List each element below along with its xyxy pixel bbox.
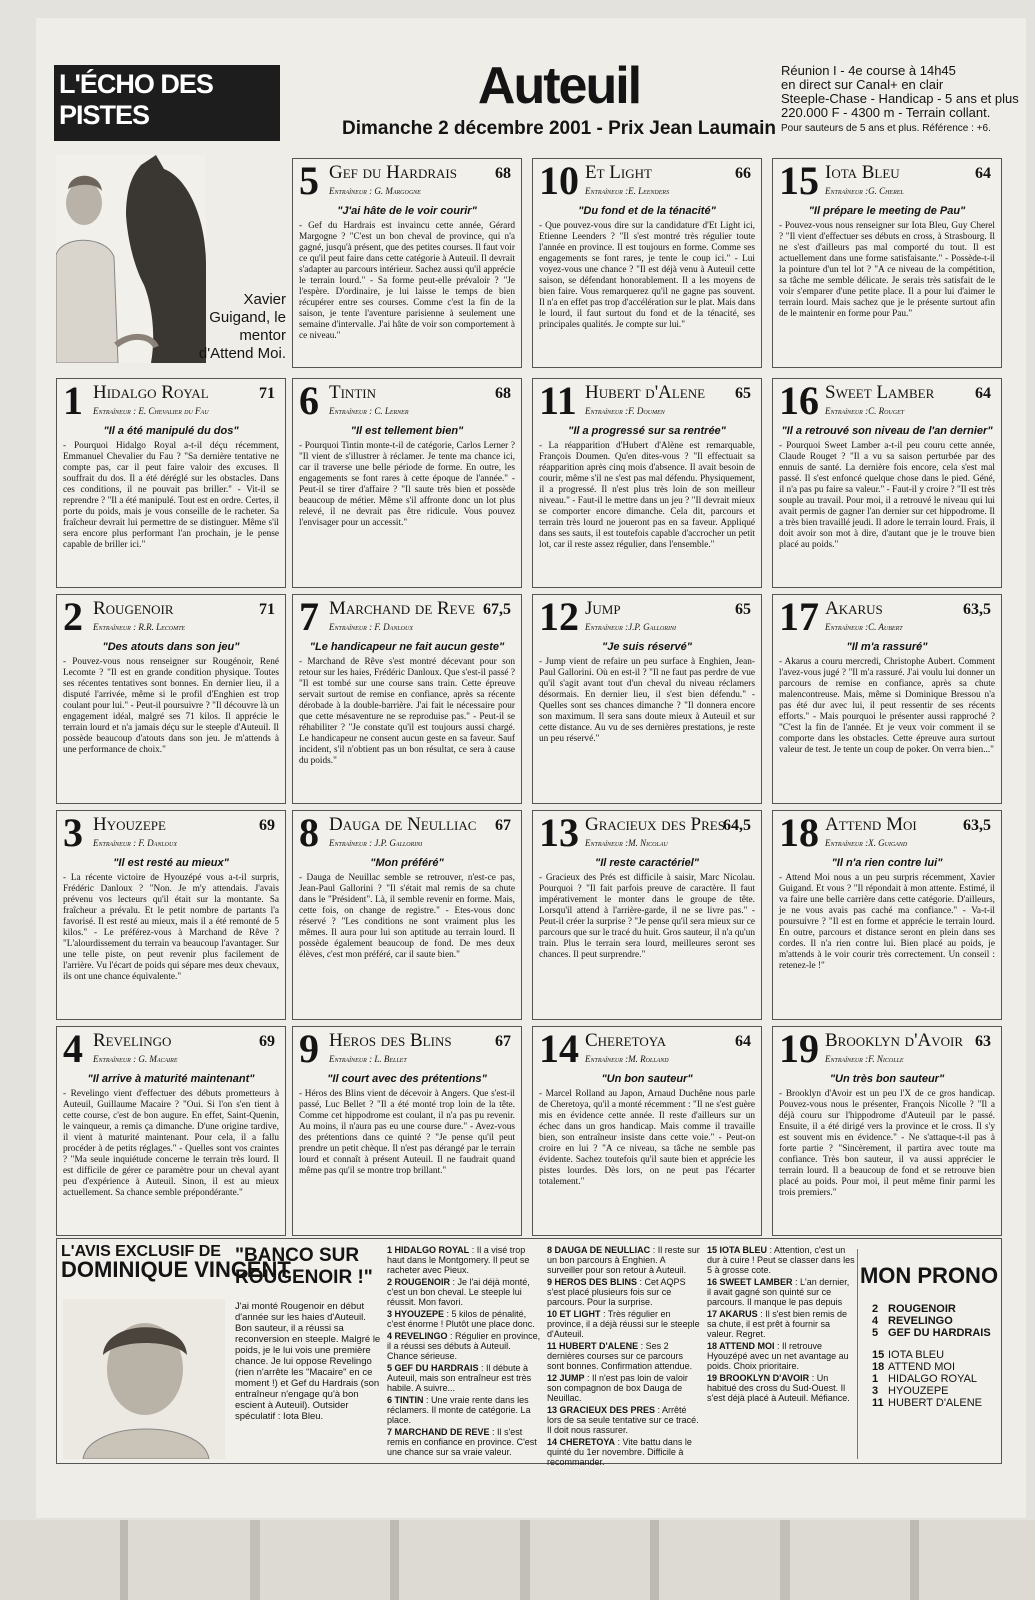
horse-name: Brooklyn d'Avoir bbox=[825, 1030, 963, 1051]
horse-number: 10 bbox=[539, 158, 579, 203]
horse-number: 11 bbox=[539, 378, 577, 423]
horse-interview: - Pouvez-vous nous renseigner sur Iota Bleu, Guy Cherel ? "Il vient d'effectuer ses débuts en cross, à Strasbourg. Il ne s'est d'ailleurs pas mal comporté du tout. Il est actuellement dans une forme satisfaisante." - Possède-t-il la pointure d'un tel lot ? "A ce niveau de la compétition, sa tâche me semble délicate. Je serais très satisfait de le voir s'emparer d'une petite place. Il a pour lui d'aimer le terrain lourd. Mais sachez que je le présente surtout afin de le maintenir en forme pour Pau." bbox=[779, 221, 995, 319]
horse-number: 1 bbox=[63, 378, 83, 423]
horse-name: Hyouzepe bbox=[93, 814, 166, 835]
prono-pick bbox=[872, 1385, 1000, 1397]
summary-entry bbox=[387, 1363, 542, 1393]
horse-interview: - Akarus a couru mercredi, Christophe Aubert. Comment l'avez-vous jugé ? "Il m'a rassuré. J'ai voulu lui donner un parcours de remise en confiance, après sa chute malencontreuse. Mais, même si Dominique Bressou n'a pas été dur avec lui, il peut ressentir de ses récents efforts." - Mais pourquoi le présenter aussi rapproché ? "C'est la fin de l'année. Et je veux voir comment il se comporte dans les obstacles. Cette épreuve aura surtout valeur de test. Je tente un coup de poker. On verra bien..." bbox=[779, 657, 995, 755]
caption-line: Guigand, le bbox=[209, 309, 286, 326]
horse-interview: - Héros des Blins vient de décevoir à Angers. Que s'est-il passé, Luc Bellet ? "Il a été monté trop loin de la tête. Comme cet hippodrome est coulant, il n'a pas pu revenir. Au moins, il n'aura pas eu une course dure." - Avez-vous des prétentions dans ce quinté ? "Je pense qu'il peut prendre un petit chèque. Il n'est pas dérangé par le terrain lourd et connaît à présent Auteuil. Il ne faudrait quand même pas qu'il se montre trop brillant." bbox=[299, 1089, 515, 1176]
prono-number: 3 bbox=[872, 1385, 879, 1397]
prono-number: 2 bbox=[872, 1303, 879, 1315]
prono-horse: ATTEND MOI bbox=[888, 1361, 956, 1373]
summary-entry bbox=[707, 1341, 855, 1371]
horse-number: 7 bbox=[299, 594, 319, 639]
horse-rating: 64 bbox=[735, 1033, 751, 1050]
prono-horse: HUBERT D'ALENE bbox=[888, 1397, 982, 1409]
horse-rating: 64,5 bbox=[723, 817, 751, 834]
horse-number: 2 bbox=[63, 594, 83, 639]
horse-card-header bbox=[779, 810, 995, 855]
horse-name: Hubert d'Alene bbox=[585, 382, 706, 403]
avis-text: J'ai monté Rougenoir en début d'année sur les haies d'Auteuil. Bon sauteur, il a réussi sa reconversion en steeple. Malgré le poids, je le lui vois une première chance. Je lui oppose Revelingo (rien n'arrête les "Macaire" en ce moment !) et Gef du Hardrais (son entraîneur n'engage qu'à bon escient à Auteuil). Outsider spéculatif : Iota Bleu. bbox=[235, 1301, 381, 1422]
horse-interview: - Pourquoi Hidalgo Royal a-t-il déçu récemment, Emmanuel Chevalier du Fau ? "Sa dernière tentative ne compte pas, car il peut faire valoir des excuses. Il souffrait du dos. Il a été déréglé sur les obstacles. Dans ces conditions, il ne pouvait pas briller." - Vit-il se reprendre ? "Il a été manipulé. Tout est en ordre. Certes, il porte du poids, mais je vous conseille de le racheter. Sa fraîcheur devrait lui permettre de se distinguer. Même s'il sera encore plus performant l'an prochain, je le pense capable de briller ici." bbox=[63, 441, 279, 550]
horse-quote: "Mon préféré" bbox=[370, 857, 444, 869]
summary-entry bbox=[547, 1245, 702, 1275]
prono-top-pick bbox=[872, 1327, 1000, 1339]
summary-horse: 9 HEROS DES BLINS bbox=[547, 1277, 638, 1287]
horse-quote: "Il est tellement bien" bbox=[350, 425, 464, 437]
horse-interview: - Jump vient de refaire un peu surface à Enghien, Jean-Paul Gallorini. Où en est-il ? "Il ne faut pas perdre de vue qu'il s'agit avant tout d'un cheval du niveau réclamers désormais. En dernier lieu, il s'est bien défendu." - Quelles sont ses chances dimanche ? "Il donnera encore son maximum. Il sera sans doute mieux à Auteuil et sur cette distance. Au vu de ses dernières prestations, je reste un peu réservé." bbox=[539, 657, 755, 744]
summary-entry bbox=[547, 1405, 702, 1435]
horse-rating: 67 bbox=[495, 817, 511, 834]
horse-card bbox=[772, 594, 1002, 804]
horse-card bbox=[532, 158, 762, 368]
summary-horse: 6 TINTIN bbox=[387, 1395, 424, 1405]
horse-card-header bbox=[63, 1026, 279, 1071]
horse-number: 3 bbox=[63, 810, 83, 855]
horse-card bbox=[532, 810, 762, 1020]
prono-box bbox=[857, 1249, 1000, 1459]
race-subtitle: Dimanche 2 décembre 2001 - Prix Jean Laumain bbox=[341, 118, 777, 139]
horse-rating: 63,5 bbox=[963, 817, 991, 834]
horse-card-header bbox=[779, 1026, 995, 1071]
horse-quote: "Je suis réservé" bbox=[602, 641, 692, 653]
prono-title: MON PRONO bbox=[859, 1263, 999, 1288]
trainer-name: Entraîneur : F. Danloux bbox=[329, 622, 413, 632]
horse-card-header bbox=[63, 378, 279, 423]
horse-rating: 67,5 bbox=[483, 601, 511, 618]
summary-entry bbox=[547, 1341, 702, 1371]
horse-rating: 68 bbox=[495, 165, 511, 182]
trainer-name: Entraîneur :C. Aubert bbox=[825, 622, 903, 632]
summary-horse: 18 ATTEND MOI bbox=[707, 1341, 775, 1351]
prono-top-pick bbox=[872, 1315, 1000, 1327]
horse-name: Hidalgo Royal bbox=[93, 382, 209, 403]
horse-rating: 66 bbox=[735, 165, 751, 182]
summary-horse: 5 GEF DU HARDRAIS bbox=[387, 1363, 479, 1373]
prono-pick bbox=[872, 1361, 1000, 1373]
horse-interview: - Marchand de Rêve s'est montré décevant pour son retour sur les haies, Frédéric Danloux. Que s'est-il passé ? "Il est tombé sur une course sans train. Cette épreuve servait surtout de remise en confiance, après sa récente dérobade à la double-barrière. J'ai fait le nécessaire pour que cette mésaventure ne se reproduise pas." - Peut-il se réhabiliter ? "Je constate qu'il est toujours aussi chargé. Le handicapeur ne consent aucun geste en sa faveur. Sauf incident, s'il n'obtient pas un bon résultat, ce sera à cause du poids." bbox=[299, 657, 515, 766]
summary-comment: : Ses 2 dernières courses sur ce parcours sont bonnes. Confirmation attendue. bbox=[547, 1341, 693, 1371]
prono-spacer bbox=[872, 1339, 1000, 1349]
summary-comment: : Arrêté lors de sa seule tentative sur ce tracé. Il doit nous rassurer. bbox=[547, 1405, 699, 1435]
summary-entry bbox=[387, 1277, 542, 1307]
summary-horse: 16 SWEET LAMBER bbox=[707, 1277, 793, 1287]
caption-line: d'Attend Moi. bbox=[198, 345, 286, 362]
horse-quote: "Il n'a rien contre lui" bbox=[831, 857, 943, 869]
horse-card bbox=[772, 158, 1002, 368]
horse-quote: "Il prépare le meeting de Pau" bbox=[808, 205, 966, 217]
horse-rating: 64 bbox=[975, 165, 991, 182]
summary-comment: : Il reste sur un bon parcours à Enghien. A surveiller pour son retour à Auteuil. bbox=[547, 1245, 700, 1275]
prono-horse: ROUGENOIR bbox=[888, 1303, 956, 1315]
horse-number: 16 bbox=[779, 378, 819, 423]
summary-horse: 15 IOTA BLEU bbox=[707, 1245, 768, 1255]
horse-card-header bbox=[539, 1026, 755, 1071]
summary-entry bbox=[387, 1309, 542, 1329]
horse-card-header bbox=[63, 594, 279, 639]
summary-comment: : L'an dernier, il avait gagné son quinté sur ce parcours. Il manque le pas depuis bbox=[707, 1277, 850, 1307]
horse-name: Akarus bbox=[825, 598, 883, 619]
horse-name: Jump bbox=[585, 598, 621, 619]
horse-card-header bbox=[299, 594, 515, 639]
horse-card bbox=[292, 810, 522, 1020]
avis-line1: L'AVIS EXCLUSIF DE bbox=[61, 1243, 221, 1260]
race-info-line: Steeple-Chase - Handicap - 5 ans et plus bbox=[781, 91, 1019, 106]
summary-entry bbox=[707, 1245, 855, 1275]
horse-card bbox=[532, 594, 762, 804]
horse-interview: - Dauga de Neuillac semble se retrouver, n'est-ce pas, Jean-Paul Gallorini ? "Il s'était mal remis de sa chute dans le "Président". Là, il semble revenir en forme. Mais, cette fois, on change de registre." - Etes-vous donc réservé ? "Les conditions ne sont vraiment plus les mêmes. Il aura pour lui son aptitude au terrain lourd. Il possède également beaucoup de fond. De mes deux élèves, c'est mon préféré, car il saute bien." bbox=[299, 873, 515, 960]
prono-pick bbox=[872, 1397, 1000, 1409]
horse-name: Rougenoir bbox=[93, 598, 174, 619]
summary-entry bbox=[387, 1395, 542, 1425]
horse-card-header bbox=[63, 810, 279, 855]
trainer-name: Entraîneur : J.P. Gallorini bbox=[329, 838, 423, 848]
trainer-name: Entraîneur :M. Nicolau bbox=[585, 838, 668, 848]
horse-number: 15 bbox=[779, 158, 819, 203]
summary-horse: 8 DAUGA DE NEULLIAC bbox=[547, 1245, 651, 1255]
horse-rating: 65 bbox=[735, 385, 751, 402]
horse-rating: 64 bbox=[975, 385, 991, 402]
horse-interview: - Marcel Rolland au Japon, Arnaud Duchêne nous parle de Cheretoya, qu'il a monté récemment : "Il ne s'est guère mis en évidence cette année. Il reste d'ailleurs sur un échec dans un gros handicap. Mais comme il travaille bien, son entraîneur insiste dans cette voie." - Peut-on croire en lui ? "A ce niveau, sa tâche ne semble pas évidente. Sachez toutefois qu'il saute bien et apprécie les pistes lourdes. Dès lors, on ne peut pas l'écarter totalement." bbox=[539, 1089, 755, 1187]
page-header bbox=[54, 57, 1020, 152]
horse-number: 18 bbox=[779, 810, 819, 855]
horse-card bbox=[292, 1026, 522, 1236]
trainer-name: Entraîneur : G. Macaire bbox=[93, 1054, 178, 1064]
horse-interview: - La réapparition d'Hubert d'Alène est remarquable, François Doumen. Qu'en dites-vous ? "Il effectuait sa réapparition après cinq mois d'absence. Il avait besoin de courir, même s'il ne s'est pas mal défendu. Physiquement, il a progressé. Il n'est plus très loin de son meilleur niveau." - Faut-il le mettre dans un jeu ? "Il devrait mieux se comporter encore dimanche. Cela dit, parcours et terrain très lourd ne joueront pas en sa faveur. Appliqué dans ses sauts, il est toutefois capable d'accrocher un petit lot, car il reste assez régulier, dans l'ensemble." bbox=[539, 441, 755, 550]
summary-entry bbox=[707, 1309, 855, 1339]
summary-entry bbox=[707, 1277, 855, 1307]
summary-column-2 bbox=[547, 1245, 702, 1469]
summary-horse: 7 MARCHAND DE REVE bbox=[387, 1427, 490, 1437]
horse-interview: - Gef du Hardrais est invaincu cette année, Gérard Margogne ? "C'est un bon cheval de province, qui n'a gagné, jusqu'à présent, que des petites courses. Il faut voir ce qu'il peut faire dans cette catégorie à Auteuil. Il devrait s'adapter au parcours intérieur. Sachez aussi qu'il apprécie le terrain lourd." - Sa forme peut-elle prévaloir ? "Je l'espère. D'ordinaire, je lui laisse le temps de bien récupérer entre ses courses. Comme c'est la fin de la saison, je tente l'aventure parisienne à seulement une semaine d'intervalle. J'ai hâte de voir son comportement à ce niveau." bbox=[299, 221, 515, 341]
summary-horse: 2 ROUGENOIR bbox=[387, 1277, 451, 1287]
summary-comment: : Je l'ai déjà monté, c'est un bon cheval. Le steeple lui réussit. Mon favori. bbox=[387, 1277, 530, 1307]
horse-name: Sweet Lamber bbox=[825, 382, 935, 403]
summary-entry bbox=[387, 1331, 542, 1361]
horse-name: Marchand de Reve bbox=[329, 598, 475, 619]
prono-number: 1 bbox=[872, 1373, 879, 1385]
horse-quote: "Il m'a rassuré" bbox=[846, 641, 928, 653]
summary-entry bbox=[547, 1309, 702, 1339]
race-info-line: 220.000 F - 4300 m - Terrain collant. bbox=[781, 105, 991, 120]
summary-comment: : Il s'est remis en confiance en province. C'est une chance sur sa vraie valeur. bbox=[387, 1427, 537, 1457]
trainer-name: Entraîneur :F. Nicolle bbox=[825, 1054, 904, 1064]
horse-interview: - Pourquoi Tintin monte-t-il de catégorie, Carlos Lerner ? "Il vient de s'illustrer à réclamer. Je tente ma chance ici, car il traverse une belle période de forme. En outre, les engagements se font rares à cette époque de l'année." - Peut-il se tirer d'affaire ? "Il saute très bien et possède beaucoup de métier. Même s'il affronte donc un lot plus relevé, il ne devrait pas être ridicule. Vous pouvez l'envisager pour un accessit." bbox=[299, 441, 515, 528]
horse-card-header bbox=[539, 378, 755, 423]
trainer-name: Entraîneur :F. Doumen bbox=[585, 406, 665, 416]
horse-number: 6 bbox=[299, 378, 319, 423]
summary-entry bbox=[547, 1277, 702, 1307]
jockey-photo bbox=[63, 1299, 225, 1459]
photo-caption bbox=[176, 291, 286, 363]
horse-card bbox=[532, 378, 762, 588]
horse-card bbox=[292, 158, 522, 368]
prono-list bbox=[858, 1303, 1000, 1409]
summary-horse: 4 REVELINGO bbox=[387, 1331, 448, 1341]
horse-quote: "Le handicapeur ne fait aucun geste" bbox=[309, 641, 505, 653]
summary-comment: : Il retrouve Hyouzépé avec un net avantage au poids. Choix prioritaire. bbox=[707, 1341, 849, 1371]
horse-quote: "J'ai hâte de le voir courir" bbox=[337, 205, 477, 217]
prono-number: 15 bbox=[872, 1349, 885, 1361]
page-bottom-edge bbox=[0, 1520, 1035, 1600]
trainer-name: Entraîneur : G. Margogne bbox=[329, 186, 421, 196]
horse-card-header bbox=[539, 158, 755, 203]
summary-horse: 11 HUBERT D'ALENE bbox=[547, 1341, 639, 1351]
race-info-line: en direct sur Canal+ en clair bbox=[781, 77, 944, 92]
summary-comment: : Il s'est bien remis de sa chute, il est prêt à fournir sa valeur. Regret. bbox=[707, 1309, 847, 1339]
page-title: Auteuil bbox=[477, 57, 641, 115]
summary-comment: : Il a visé trop haut dans le Montgomery. Il peut se racheter avec Pieux. bbox=[387, 1245, 530, 1275]
horse-card bbox=[56, 594, 286, 804]
horse-name: Tintin bbox=[329, 382, 376, 403]
summary-horse: 19 BROOKLYN D'AVOIR bbox=[707, 1373, 810, 1383]
horse-number: 14 bbox=[539, 1026, 579, 1071]
horse-number: 17 bbox=[779, 594, 819, 639]
horse-quote: "Il a été manipulé du dos" bbox=[103, 425, 239, 437]
summary-horse: 13 GRACIEUX DES PRES bbox=[547, 1405, 656, 1415]
prono-horse: HYOUZEPE bbox=[888, 1385, 949, 1397]
summary-entry bbox=[387, 1427, 542, 1457]
summary-column-3 bbox=[707, 1245, 855, 1405]
section-banner: L'ÉCHO DES PISTES bbox=[54, 65, 280, 141]
prono-number: 11 bbox=[872, 1397, 884, 1409]
horse-rating: 69 bbox=[259, 817, 275, 834]
horse-number: 9 bbox=[299, 1026, 319, 1071]
trainer-name: Entraîneur :G. Cherel bbox=[825, 186, 904, 196]
summary-comment: : Une vraie rente dans les réclamers. Il monte de catégorie. La place. bbox=[387, 1395, 531, 1425]
horse-card bbox=[292, 378, 522, 588]
horse-name: Revelingo bbox=[93, 1030, 172, 1051]
trainer-name: Entraîneur :J.P. Gallorini bbox=[585, 622, 676, 632]
summary-horse: 3 HYOUZEPE bbox=[387, 1309, 445, 1319]
horse-interview: - Que pouvez-vous dire sur la candidature d'Et Light ici, Etienne Leenders ? "Il s'est montré très régulier toute l'année en province. Il est toujours en forme. Comme ses engagements se font rares, je tente le coup ici." - Lui voyez-vous une chance ? "Il est déjà venu à Auteuil cette saison, se défendant honorablement. Il a les moyens de bien faire. Vous remarquerez qu'il ne gagne pas souvent. Il n'a en effet pas trop d'accélération sur le plat. Mais dans le lourd, il faut surtout du fond et de la ténacité, ses principales qualités. Je compte sur lui." bbox=[539, 221, 755, 330]
trainer-name: Entraîneur :E. Leenders bbox=[585, 186, 670, 196]
prono-horse: GEF DU HARDRAIS bbox=[888, 1327, 991, 1339]
avis-author: DOMINIQUE VINCENT bbox=[61, 1257, 291, 1282]
trainer-name: Entraîneur : C. Lerner bbox=[329, 406, 409, 416]
prono-horse: IOTA BLEU bbox=[888, 1349, 945, 1361]
summary-entry bbox=[707, 1373, 855, 1403]
horse-name: Cheretoya bbox=[585, 1030, 667, 1051]
caption-line: Xavier bbox=[243, 291, 286, 308]
horse-rating: 68 bbox=[495, 385, 511, 402]
horse-name: Iota Bleu bbox=[825, 162, 900, 183]
horse-card bbox=[772, 378, 1002, 588]
horse-interview: - Pourquoi Sweet Lamber a-t-il peu couru cette année, Claude Rouget ? "Il a vu sa saison perturbée par des ennuis de santé. La dernière fois encore, cela s'est mal passé. Il s'est enfoncé quelque chose dans le pied. Géné, il n'a pas pu faire sa valeur." - Faut-il y croire ? "Il est très souple au travail. Pour moi, il a retrouvé le niveau qui lui avait permis de gagner l'an dernier sur cet hippodrome. Il a très bien travaillé jeudi. Il adore le terrain lourd. Frais, il doit avoir son mot à dire, d'autant que je le trouve bien placé au poids." bbox=[779, 441, 995, 550]
horse-interview: - La récente victoire de Hyouzépé vous a-t-il surpris, Frédéric Danloux ? "Non. Je m'y attendais. J'avais prévenu vos lecteurs qu'il était sur la montante. Sa fraîcheur a prévalu. Et le petit nombre de partants l'a favorisé. Il est resté au mieux, mais il a été remonté de 5 kilos." - Le préférez-vous à Marchand de Rêve ? "L'alourdissement du terrain va beaucoup l'avantager. Sur une telle piste, on peut revenir plus facilement de l'arrière. Vu l'écart de poids qui sépare mes deux chevaux, ils ont une chance équivalente." bbox=[63, 873, 279, 982]
horse-card-header bbox=[299, 158, 515, 203]
horse-name: Et Light bbox=[585, 162, 652, 183]
trainer-name: Entraîneur : E. Chevalier du Fau bbox=[93, 406, 209, 416]
caption-line: mentor bbox=[239, 327, 286, 344]
horse-quote: "Il arrive à maturité maintenant" bbox=[87, 1073, 255, 1085]
summary-entry bbox=[387, 1245, 542, 1275]
horse-quote: "Il reste caractériel" bbox=[595, 857, 699, 869]
race-info-line: Réunion I - 4e course à 14h45 bbox=[781, 63, 956, 78]
horse-rating: 69 bbox=[259, 1033, 275, 1050]
horse-card bbox=[772, 1026, 1002, 1236]
horse-card-header bbox=[539, 810, 755, 855]
prono-number: 4 bbox=[872, 1315, 879, 1327]
summary-comment: : 5 kilos de pénalité, c'est énorme ! Plutôt une place donc. bbox=[387, 1309, 535, 1329]
horse-quote: "Des atouts dans son jeu" bbox=[102, 641, 240, 653]
summary-column-1 bbox=[387, 1245, 542, 1459]
trainer-name: Entraîneur :M. Rolland bbox=[585, 1054, 669, 1064]
horse-interview: - Brooklyn d'Avoir est un peu l'X de ce gros handicap. Pouvez-vous nous le présenter, François Nicolle ? "Il a déjà couru sur l'hippodrome d'Auteuil par le passé. Ensuite, il a été dirigé vers la province et le cross. Il s'y est souvent mis en évidence." - Ne s'attaque-t-il pas à forte partie ? "Sincèrement, il partira avec toute ma confiance. Très bon sauteur, il va aussi apprécier le terrain lourd. Il a beaucoup de fond et se retrouve bien placé au poids. Pour moi, il peut même finir parmi les trois premiers." bbox=[779, 1089, 995, 1198]
title-block bbox=[324, 57, 794, 140]
trainer-name: Entraîneur : F. Danloux bbox=[93, 838, 177, 848]
horse-quote: "Il a progressé sur sa rentrée" bbox=[568, 425, 726, 437]
summary-comment: : Régulier en province, il a réussi ses débuts à Auteuil. Chance sérieuse. bbox=[387, 1331, 541, 1361]
horse-quote: "Du fond et de la ténacité" bbox=[578, 205, 716, 217]
horse-name: Gef du Hardrais bbox=[329, 162, 457, 183]
summary-comment: : Attention, c'est un dur à cuire ! Peut se classer dans les 5 à grosse cote. bbox=[707, 1245, 855, 1275]
exclusive-opinion-box bbox=[56, 1238, 1002, 1467]
trainer-photo-box bbox=[56, 155, 286, 363]
horse-card-header bbox=[299, 810, 515, 855]
horse-card-header bbox=[779, 594, 995, 639]
horse-card bbox=[56, 378, 286, 588]
summary-horse: 1 HIDALGO ROYAL bbox=[387, 1245, 470, 1255]
prono-top-pick bbox=[872, 1303, 1000, 1315]
horse-card bbox=[292, 594, 522, 804]
trainer-name: Entraîneur :C. Rouget bbox=[825, 406, 905, 416]
summary-comment: : Cet AQPS s'est placé plusieurs fois sur ce parcours. Pour la surprise. bbox=[547, 1277, 686, 1307]
horse-rating: 67 bbox=[495, 1033, 511, 1050]
horse-rating: 71 bbox=[259, 385, 275, 402]
horse-number: 13 bbox=[539, 810, 579, 855]
summary-entry bbox=[547, 1373, 702, 1403]
horse-card-header bbox=[299, 378, 515, 423]
prono-horse: REVELINGO bbox=[888, 1315, 953, 1327]
horse-card-header bbox=[779, 378, 995, 423]
horse-interview: - Gracieux des Prés est difficile à saisir, Marc Nicolau. Pourquoi ? "Il fait parfois preuve de caractère. Il faut impérativement le monter dans le groupe de tête. Lorsqu'il attend à l'arrière-garde, il ne se livre pas." - Peut-il créer la surprise ? "Je pense qu'il sera mieux sur ce parcours que sur le tracé du huit. Gros sauteur, il n'a qu'un train. Plus le terrain sera lourd, meilleures seront ses chances. Il peut surprendre." bbox=[539, 873, 755, 960]
summary-comment: : Il n'est pas loin de valoir son compagnon de box Dauga de Neuillac. bbox=[547, 1373, 688, 1403]
prono-horse: HIDALGO ROYAL bbox=[888, 1373, 978, 1385]
summary-horse: 17 AKARUS bbox=[707, 1309, 758, 1319]
horse-quote: "Il court avec des prétentions" bbox=[327, 1073, 487, 1085]
horse-quote: "Un très bon sauteur" bbox=[829, 1073, 945, 1085]
horse-name: Heros des Blins bbox=[329, 1030, 452, 1051]
prono-number: 18 bbox=[872, 1361, 885, 1373]
summary-horse: 10 ET LIGHT bbox=[547, 1309, 601, 1319]
horse-number: 4 bbox=[63, 1026, 83, 1071]
horse-name: Gracieux des Pres bbox=[585, 814, 725, 835]
horse-quote: "Il est resté au mieux" bbox=[113, 857, 229, 869]
summary-entry bbox=[547, 1437, 702, 1467]
horse-rating: 71 bbox=[259, 601, 275, 618]
race-info bbox=[781, 64, 1021, 136]
horse-number: 19 bbox=[779, 1026, 819, 1071]
horse-number: 8 bbox=[299, 810, 319, 855]
horse-number: 5 bbox=[299, 158, 319, 203]
trainer-name: Entraîneur : R.R. Lecomte bbox=[93, 622, 186, 632]
trainer-name: Entraîneur : L. Bellet bbox=[329, 1054, 407, 1064]
prono-pick bbox=[872, 1349, 1000, 1361]
horse-card-header bbox=[299, 1026, 515, 1071]
horse-interview: - Attend Moi nous a un peu surpris récemment, Xavier Guigand. Et vous ? "Il répondait à mon attente. Estimé, il va faire une belle carrière dans cette catégorie. D'ailleurs, je ne vous avais pas caché ma confiance." - Va-t-il poursuivre ? "Il est en forme et apprécie le terrain lourd. En outre, parcours et distance seront en plein dans ses cordes. Il n'a rien contre lui. Bien placé au poids, je m'attends à le voir courir très correctement. Un conseil : retenez-le !" bbox=[779, 873, 995, 971]
trainer-name: Entraîneur :X. Guigand bbox=[825, 838, 908, 848]
summary-comment: : Un habitué des cross du Sud-Ouest. Il s'est déjà placé à Auteuil. Méfiance. bbox=[707, 1373, 850, 1403]
horse-card-header bbox=[539, 594, 755, 639]
horse-rating: 63 bbox=[975, 1033, 991, 1050]
horse-quote: "Il a retrouvé son niveau de l'an dernier" bbox=[781, 425, 993, 437]
race-info-note: Pour sauteurs de 5 ans et plus. Référence : +6. bbox=[781, 123, 991, 134]
banco-headline: "BANCO SUR ROUGENOIR !" bbox=[235, 1245, 373, 1288]
summary-horse: 14 CHERETOYA bbox=[547, 1437, 616, 1447]
horse-card bbox=[532, 1026, 762, 1236]
horse-card bbox=[56, 810, 286, 1020]
horse-interview: - Revelingo vient d'effectuer des débuts prometteurs à Auteuil, Guillaume Macaire ? "Oui. Si l'on s'en tient à cette course, c'est de bon augure. En effet, Saint-Quenin, le vainqueur, a remis ça dimanche. D'une origine tardive, il vient à maturité maintenant. Pour cela, il a fallu procéder à de petits réglages." - Quelles sont vos craintes ? "Ma seule inquiétude concerne le terrain très lourd. Il est difficile de gérer ce paramètre pour un cheval ayant peu d'expérience à Auteuil. Sinon, il est au mieux actuellement. Sa chance semble prépondérante." bbox=[63, 1089, 279, 1198]
horse-number: 12 bbox=[539, 594, 579, 639]
horse-rating: 63,5 bbox=[963, 601, 991, 618]
horse-card bbox=[56, 1026, 286, 1236]
horse-card bbox=[772, 810, 1002, 1020]
horse-quote: "Un bon sauteur" bbox=[601, 1073, 693, 1085]
horse-rating: 65 bbox=[735, 601, 751, 618]
horse-card-header bbox=[779, 158, 995, 203]
summary-comment: : Très régulier en province, il a déjà réussi sur le steeple d'Auteuil. bbox=[547, 1309, 700, 1339]
summary-comment: : Il débute à Auteuil, mais son entraîneur est très habile. A suivre... bbox=[387, 1363, 532, 1393]
horse-name: Dauga de Neulliac bbox=[329, 814, 477, 835]
summary-comment: : Vite battu dans le quinté du 1er novembre. Difficile à recommander. bbox=[547, 1437, 692, 1467]
horse-name: Attend Moi bbox=[825, 814, 917, 835]
horse-interview: - Pouvez-vous nous renseigner sur Rougénoir, René Lecomte ? "Il est en grande condition physique. Toutes ses récentes tentatives sont bonnes. En dernier lieu, il a disputé l'arrivée, même si le profil d'Enghien est trop coulant pour lui." - Peut-il poursuivre ? "Il découvre là un engagement idéal, malgré ses 71 kilos. Il apprécie le terrain lourd et n'a jamais déçu sur le steeple d'Auteuil. Il possède beaucoup d'atouts dans son jeu. Je m'attends à une performance de choix." bbox=[63, 657, 279, 755]
prono-pick bbox=[872, 1373, 1000, 1385]
prono-number: 5 bbox=[872, 1327, 879, 1339]
summary-horse: 12 JUMP bbox=[547, 1373, 585, 1383]
